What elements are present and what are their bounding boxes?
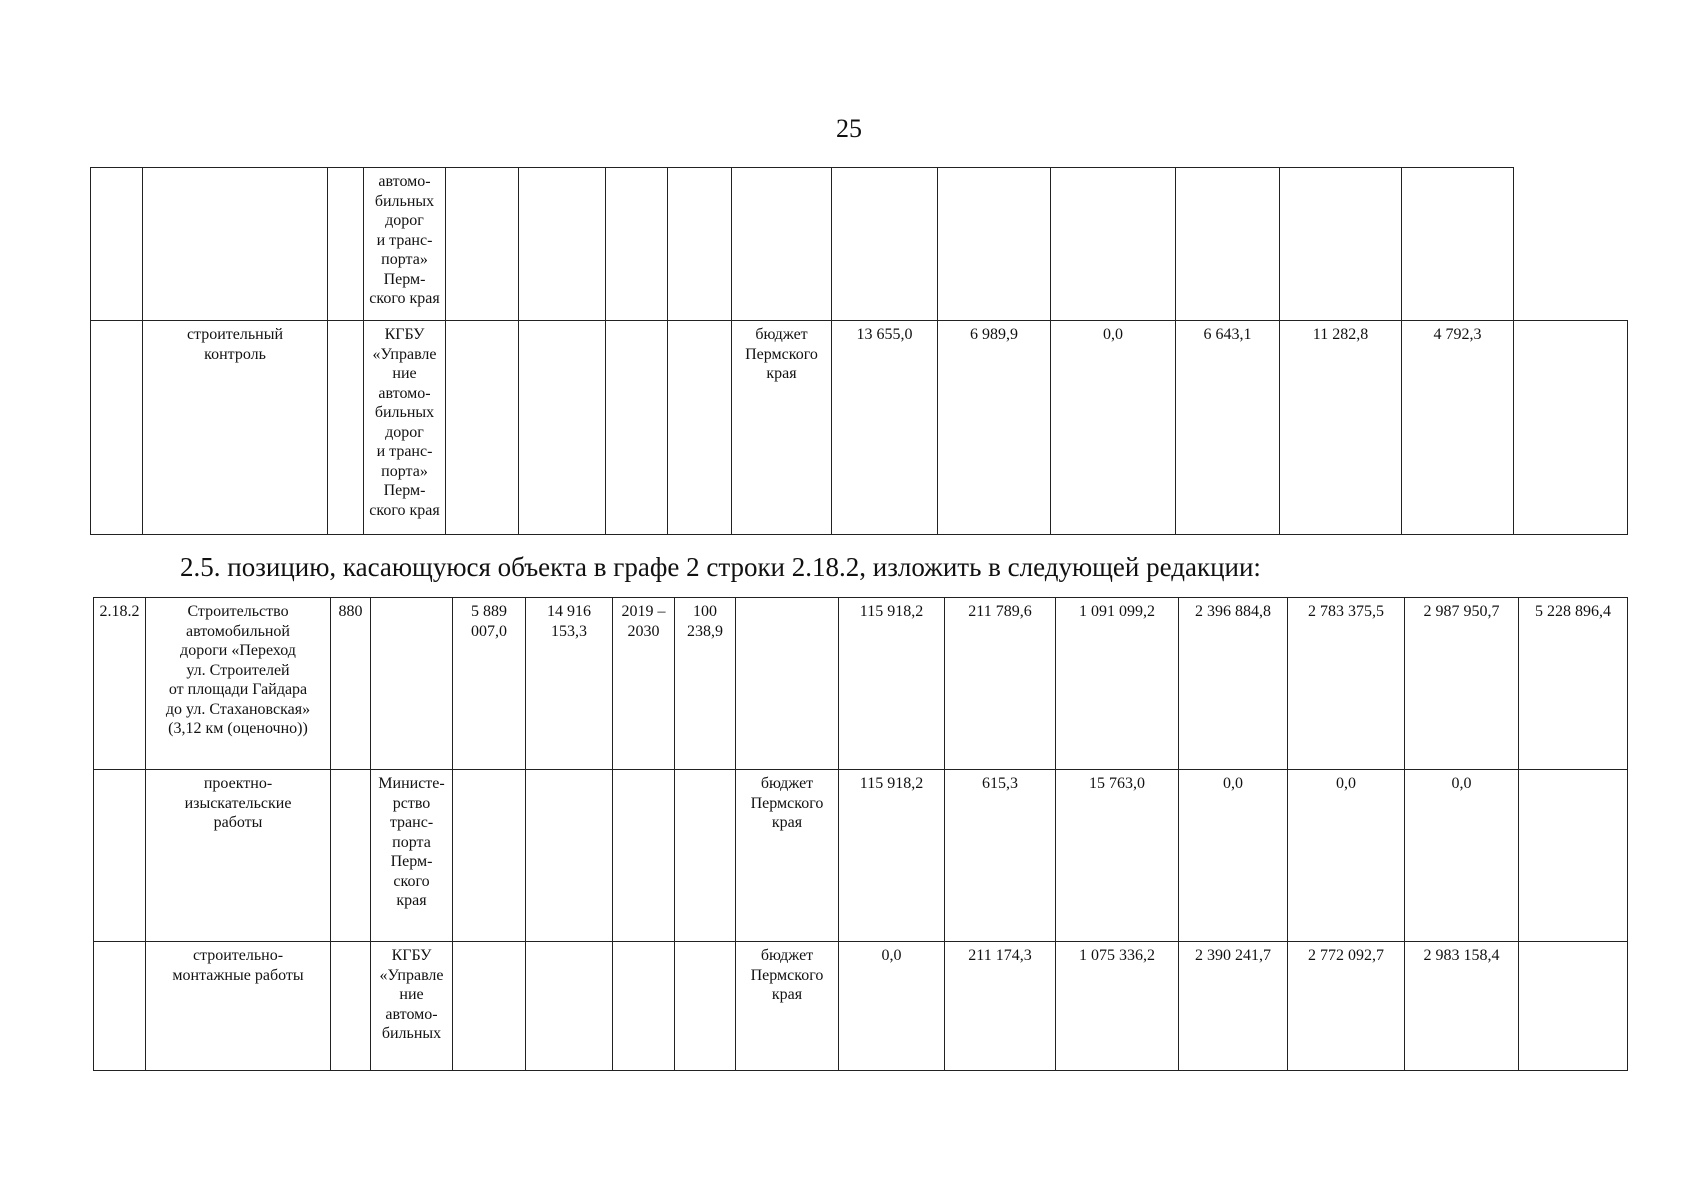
cell-value: 1 091 099,2 [1056,598,1179,770]
cell-cost-1 [446,321,519,535]
cell-executor: КГБУ «Управле ние автомо- бильных дорог и транс- порта» Перм- ского края [364,321,446,535]
cell-source: бюджет Пермского края [736,942,839,1071]
cell-value [1402,168,1514,321]
cell-power [675,770,736,942]
cell-value [938,168,1051,321]
cell-value: 615,3 [945,770,1056,942]
cell-number [94,942,146,1071]
cell-value: 0,0 [839,942,945,1071]
budget-table-2-18-2 [93,597,1628,1071]
cell-value [1514,321,1628,535]
cell-value: 13 655,0 [832,321,938,535]
cell-source [732,168,832,321]
cell-value: 1 075 336,2 [1056,942,1179,1071]
cell-value: 0,0 [1051,321,1176,535]
cell-cost-2: 14 916 153,3 [526,598,613,770]
cell-number [94,770,146,942]
cell-code [328,168,364,321]
cell-value: 0,0 [1179,770,1288,942]
cell-value: 11 282,8 [1280,321,1402,535]
cell-value: 2 983 158,4 [1405,942,1519,1071]
cell-value: 115 918,2 [839,770,945,942]
table-row [91,321,1628,535]
table-row [94,598,1628,770]
cell-name [143,168,328,321]
cell-value: 2 396 884,8 [1179,598,1288,770]
cell-code [328,321,364,535]
table-row [94,942,1628,1071]
cell-value: 211 174,3 [945,942,1056,1071]
page-number: 25 [836,114,862,143]
cell-period [613,942,675,1071]
cell-power: 100 238,9 [675,598,736,770]
cell-number [91,321,143,535]
cell-value: 6 643,1 [1176,321,1280,535]
cell-value [1519,770,1628,942]
cell-value: 6 989,9 [938,321,1051,535]
cell-value: 4 792,3 [1402,321,1514,535]
cell-number: 2.18.2 [94,598,146,770]
cell-cost-1: 5 889 007,0 [453,598,526,770]
cell-code [331,942,371,1071]
cell-value [832,168,938,321]
cell-source: бюджет Пермского края [736,770,839,942]
cell-period [613,770,675,942]
cell-value [1280,168,1402,321]
cell-executor: Министе- рство транс- порта Перм- ского края [371,770,453,942]
cell-cost-1 [446,168,519,321]
cell-value: 0,0 [1288,770,1405,942]
cell-value [1176,168,1280,321]
cell-period [606,321,668,535]
cell-executor: автомо- бильных дорог и транс- порта» Перм- ского края [364,168,446,321]
cell-power [675,942,736,1071]
cell-source [736,598,839,770]
cell-value: 2 390 241,7 [1179,942,1288,1071]
cell-cost-1 [453,942,526,1071]
cell-cost-2 [519,168,606,321]
cell-name: Строительство автомобильной дороги «Переход ул. Строителей от площади Гайдара до ул. Стахановская» (3,12 км (оценочно)) [146,598,331,770]
cell-power [668,321,732,535]
cell-power [668,168,732,321]
cell-period [606,168,668,321]
cell-value: 2 772 092,7 [1288,942,1405,1071]
cell-value: 15 763,0 [1056,770,1179,942]
cell-number [91,168,143,321]
cell-value: 115 918,2 [839,598,945,770]
cell-period: 2019 – 2030 [613,598,675,770]
cell-value [1519,942,1628,1071]
cell-value: 0,0 [1405,770,1519,942]
cell-source: бюджет Пермского края [732,321,832,535]
cell-cost-1 [453,770,526,942]
cell-value [1051,168,1176,321]
cell-executor [371,598,453,770]
table-row [94,770,1628,942]
cell-cost-2 [526,942,613,1071]
cell-value: 5 228 896,4 [1519,598,1628,770]
cell-name: строительный контроль [143,321,328,535]
section-heading: 2.5. позицию, касающуюся объекта в графе 2 строки 2.18.2, изложить в следующей редакции: [180,552,1261,582]
cell-value: 211 789,6 [945,598,1056,770]
cell-value: 2 783 375,5 [1288,598,1405,770]
cell-executor: КГБУ «Управле ние автомо- бильных [371,942,453,1071]
cell-cost-2 [519,321,606,535]
table-row [91,168,1628,321]
cell-code: 880 [331,598,371,770]
cell-name: строительно- монтажные работы [146,942,331,1071]
cell-cost-2 [526,770,613,942]
cell-name: проектно- изыскательские работы [146,770,331,942]
cell-value: 2 987 950,7 [1405,598,1519,770]
cell-code [331,770,371,942]
budget-table-continuation [90,167,1628,535]
